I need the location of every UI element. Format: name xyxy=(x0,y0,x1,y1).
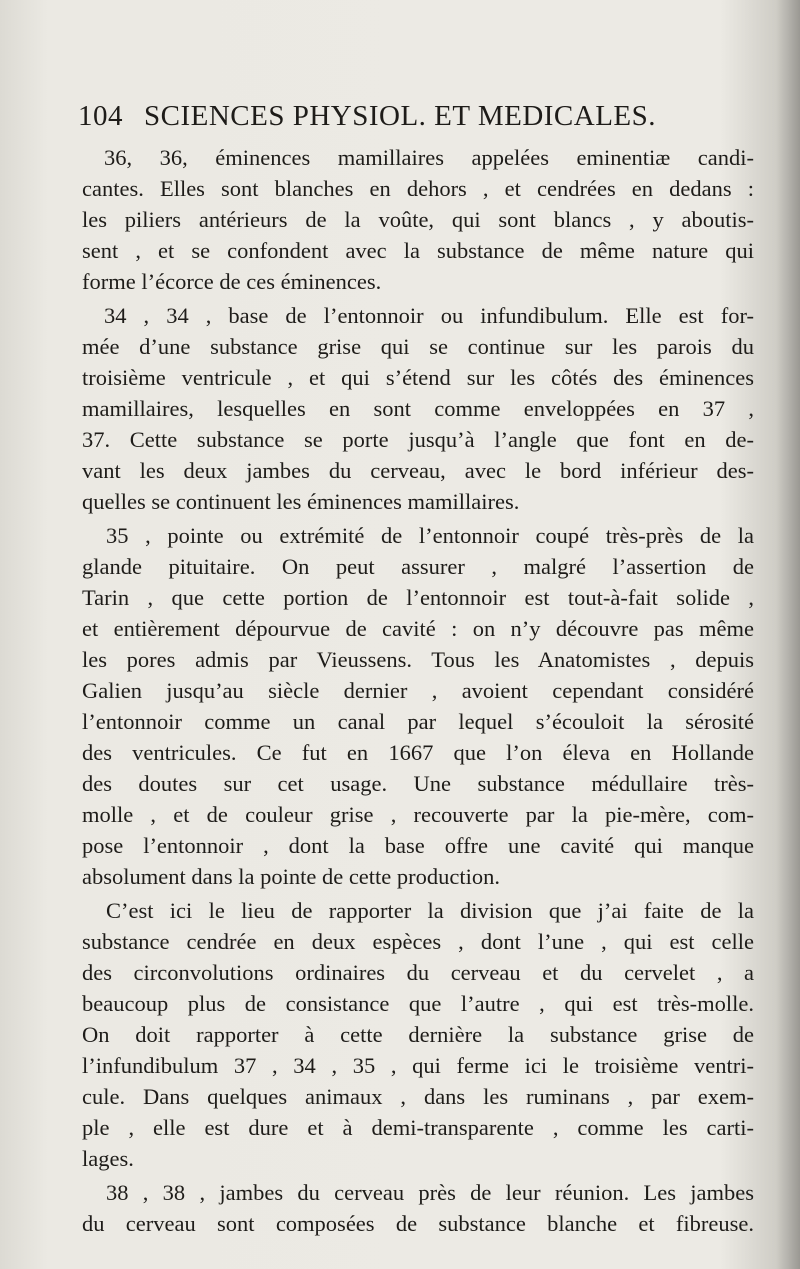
text-line: Tarin , que cette portion de l’entonnoir est tout-à-fait solide , xyxy=(82,585,754,610)
text-line: C’est ici le lieu de rapporter la division que j’ai faite de la xyxy=(106,898,754,923)
text-line: vant les deux jambes du cerveau, avec le bord inférieur des- xyxy=(82,458,754,483)
text-line: On doit rapporter à cette dernière la substance grise de xyxy=(82,1022,754,1047)
text-line: 34 , 34 , base de l’entonnoir ou infundibulum. Elle est for- xyxy=(104,303,754,328)
text-line: mée d’une substance grise qui se continue sur les parois du xyxy=(82,334,754,359)
text-line: cantes. Elles sont blanches en dehors , et cendrées en dedans : xyxy=(82,176,754,201)
text-line: sent , et se confondent avec la substance de même nature qui xyxy=(82,238,754,263)
text-line: l’entonnoir comme un canal par lequel s’écouloit la sérosité xyxy=(82,709,754,734)
text-line: absolument dans la pointe de cette production. xyxy=(82,864,501,889)
text-line: et entièrement dépourvue de cavité : on n’y découvre pas même xyxy=(82,616,754,641)
text-line: l’infundibulum 37 , 34 , 35 , qui ferme ici le troisième ventri- xyxy=(82,1053,754,1078)
text-line: 35 , pointe ou extrémité de l’entonnoir coupé très-près de la xyxy=(106,523,754,548)
running-header xyxy=(78,96,698,136)
text-line: ple , elle est dure et à demi-transparente , comme les carti- xyxy=(82,1115,754,1140)
text-line: quelles se continuent les éminences mamillaires. xyxy=(82,489,520,514)
paragraph-infundibulum-point xyxy=(82,520,754,892)
text-line: Galien jusqu’au siècle dernier , avoient cependant considéré xyxy=(82,678,754,703)
text-line: du cerveau sont composées de substance blanche et fibreuse. xyxy=(82,1211,754,1236)
paragraph-grey-substance-division xyxy=(82,895,754,1174)
text-line: glande pituitaire. On peut assurer , malgré l’assertion de xyxy=(82,554,754,579)
text-line: les pores admis par Vieussens. Tous les Anatomistes , depuis xyxy=(82,647,754,672)
text-line: beaucoup plus de consistance que l’autre , qui est très-molle. xyxy=(82,991,754,1016)
text-line: troisième ventricule , et qui s’étend sur les côtés des éminences xyxy=(82,365,754,390)
paragraph-infundibulum-base xyxy=(82,300,754,517)
paragraph-mamillary-eminences xyxy=(82,142,754,297)
page-body xyxy=(82,142,754,1239)
text-line: pose l’entonnoir , dont la base offre une cavité qui manque xyxy=(82,833,754,858)
text-line: les piliers antérieurs de la voûte, qui sont blancs , y aboutis- xyxy=(82,207,754,232)
text-line: des circonvolutions ordinaires du cerveau et du cervelet , a xyxy=(82,960,754,985)
running-title: SCIENCES PHYSIOL. ET MEDICALES. xyxy=(144,100,657,132)
text-line: substance cendrée en deux espèces , dont l’une , qui est celle xyxy=(82,929,754,954)
text-line: molle , et de couleur grise , recouverte par la pie-mère, com- xyxy=(82,802,754,827)
paragraph-brain-legs xyxy=(82,1177,754,1239)
text-line: 37. Cette substance se porte jusqu’à l’angle que font en de- xyxy=(82,427,754,452)
text-line: des doutes sur cet usage. Une substance médullaire très- xyxy=(82,771,754,796)
text-line: cule. Dans quelques animaux , dans les ruminans , par exem- xyxy=(82,1084,754,1109)
text-line: forme l’écorce de ces éminences. xyxy=(82,269,382,294)
text-line: des ventricules. Ce fut en 1667 que l’on éleva en Hollande xyxy=(82,740,754,765)
text-line: lages. xyxy=(82,1146,134,1171)
page-number: 104 xyxy=(78,100,123,132)
text-line: 38 , 38 , jambes du cerveau près de leur réunion. Les jambes xyxy=(106,1180,754,1205)
text-line: 36, 36, éminences mamillaires appelées eminentiæ candi- xyxy=(104,145,754,170)
text-line: mamillaires, lesquelles en sont comme enveloppées en 37 , xyxy=(82,396,754,421)
